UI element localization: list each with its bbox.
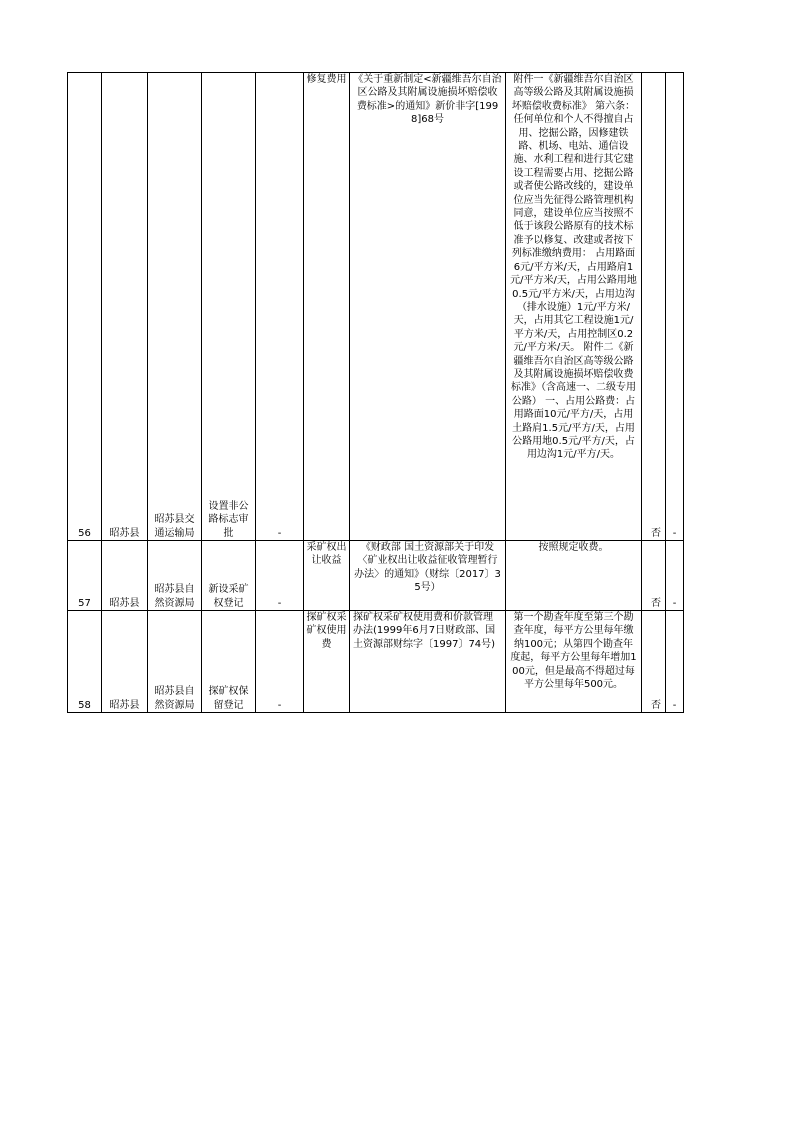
basis-cell: 《关于重新制定<新疆维吾尔自治区公路及其附属设施损坏赔偿收费标准>的通知》新价非字[1998]68号 — [350, 73, 506, 541]
standard-cell: 附件一《新疆维吾尔自治区高等级公路及其附属设施损坏赔偿收费标准》 第六条：任何单位和个人不得擅自占用、挖掘公路，因修建铁路、机场、电站、通信设施、水利工程和进行其它建设工程需要占用、挖掘公路或者使公路改线的，建设单位应当先征得公路管理机构同意，建设单位应当按照不低于该段公路原有的技术标准予以修复、改建或者按下列标准缴纳费用： 占用路面6元/平方米/天，占用路肩1元/平方米/天，占用公路用地0.5元/平方米/天，占用边沟（排水设施）1元/平方米/天，占用其它工程设施1元/平方米/天，占用控制区0.2元/平方米/天。 附件二《新疆维吾尔自治区高等级公路及其附属设施损坏赔偿收费标准》（含高速一、二级专用公路） 一、占用公路费：占用路面10元/平方/天，占用土路肩1.5元/平方/天，占用公路用地0.5元/平方/天，占用边沟1元/平方/天。 — [506, 73, 642, 541]
table-row — [68, 541, 684, 611]
department-cell: 昭苏县自然资源局 — [148, 611, 202, 713]
county-cell: 昭苏县 — [102, 73, 148, 541]
basis-cell: 《财政部 国土资源部关于印发〈矿业权出让收益征收管理暂行办法〉的通知》（财综〔2017〕35号） — [350, 541, 506, 611]
row-number: 58 — [68, 611, 102, 713]
table-row — [68, 611, 684, 713]
dash-cell: - — [256, 611, 304, 713]
dash-cell: - — [256, 73, 304, 541]
fixed-cell: 否 — [642, 541, 666, 611]
last-cell: - — [666, 541, 684, 611]
row-number: 56 — [68, 73, 102, 541]
matter-cell: 新设采矿权登记 — [202, 541, 256, 611]
dash-cell: - — [256, 541, 304, 611]
standard-cell: 按照规定收费。 — [506, 541, 642, 611]
last-cell: - — [666, 73, 684, 541]
department-cell: 昭苏县自然资源局 — [148, 541, 202, 611]
standard-cell: 第一个勘查年度至第三个勘查年度，每平方公里每年缴纳100元；从第四个勘查年度起，每平方公里每年增加100元，但是最高不得超过每平方公里每年500元。 — [506, 611, 642, 713]
county-cell: 昭苏县 — [102, 541, 148, 611]
fee-table — [67, 72, 684, 713]
last-cell: - — [666, 611, 684, 713]
basis-cell: 探矿权采矿权使用费和价款管理办法(1999年6月7日财政部、国土资源部财综字〔1997〕74号) — [350, 611, 506, 713]
matter-cell: 探矿权保留登记 — [202, 611, 256, 713]
county-cell: 昭苏县 — [102, 611, 148, 713]
fixed-cell: 否 — [642, 611, 666, 713]
department-cell: 昭苏县交通运输局 — [148, 73, 202, 541]
fee-item-cell: 探矿权采矿权使用费 — [304, 611, 350, 713]
table-row — [68, 73, 684, 541]
fixed-cell: 否 — [642, 73, 666, 541]
fee-item-cell: 采矿权出让收益 — [304, 541, 350, 611]
fee-item-cell: 修复费用 — [304, 73, 350, 541]
matter-cell: 设置非公路标志审批 — [202, 73, 256, 541]
row-number: 57 — [68, 541, 102, 611]
